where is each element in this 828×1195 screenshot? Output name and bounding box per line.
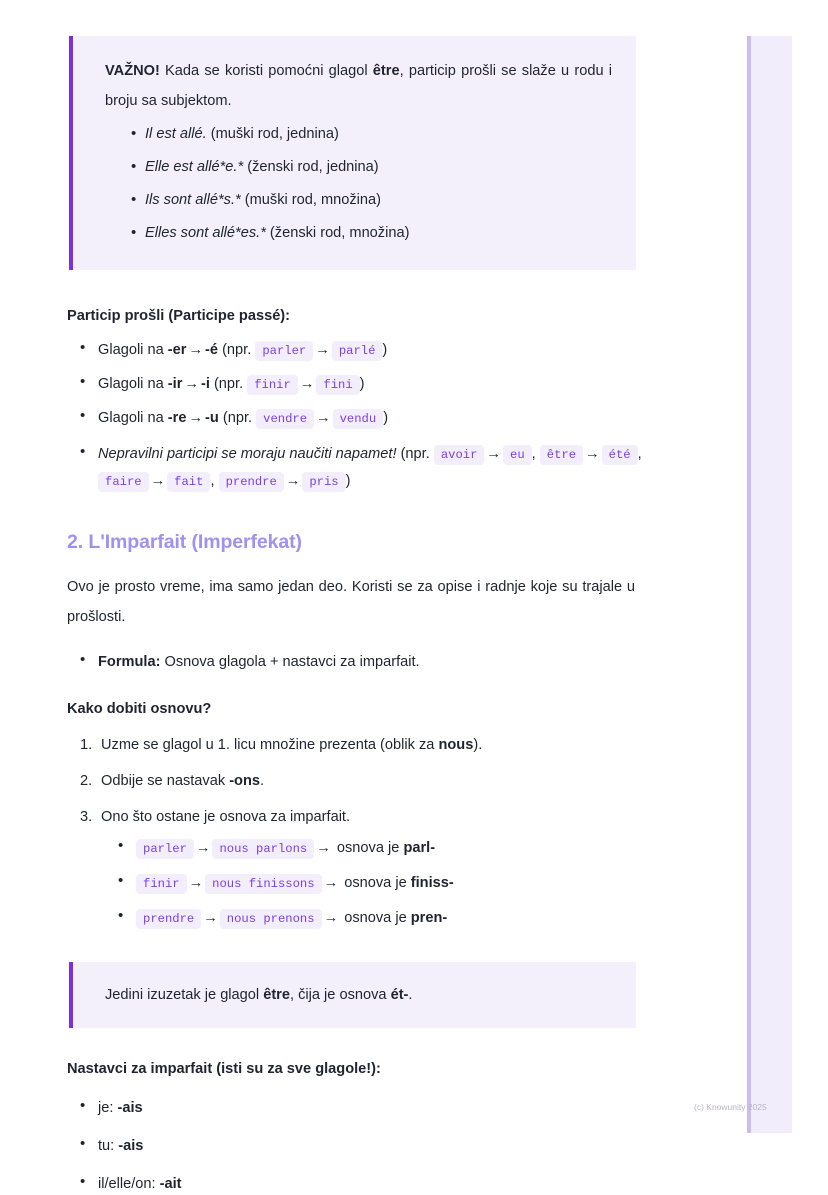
ending-person: il/elle/on: [98, 1176, 160, 1192]
formula-label: Formula: [98, 654, 161, 670]
step-text-before: Uzme se glagol u 1. licu množine prezenta (oblik za [101, 737, 439, 753]
arrow-icon: → [285, 473, 301, 489]
example-italic: Il est allé. [145, 126, 207, 142]
exception-text-after: . [408, 987, 413, 1003]
rule-close: ) [359, 376, 365, 392]
irregular-npr: (npr. [396, 446, 434, 462]
stem-label: osnova je [332, 840, 404, 856]
list-item [80, 806, 700, 930]
rule-close: ) [383, 410, 389, 426]
example-rest: (ženski rod, množina) [265, 225, 410, 241]
stem-steps-list [67, 734, 700, 930]
code-chip: parlé [332, 341, 383, 361]
callout-important-label: VAŽNO! [105, 63, 160, 79]
rule-npr: (npr. [218, 410, 257, 426]
irregular-italic: Nepravilni participi se moraju naučiti napamet! [98, 446, 397, 462]
arrow-icon: → [195, 840, 211, 856]
code-chip-nous-form: nous finissons [205, 874, 321, 894]
list-item [80, 339, 700, 362]
callout-exception [69, 962, 636, 1028]
step-text-before: Odbije se nastavak [101, 773, 230, 789]
list-item [80, 770, 700, 792]
exception-bold-stem: ét- [390, 987, 409, 1003]
callout-important-text [105, 56, 612, 116]
arrow-icon: → [188, 875, 204, 891]
code-chip: parler [255, 341, 313, 361]
code-chip: finir [247, 375, 298, 395]
code-chip: être [540, 445, 583, 465]
code-chip-nous-form: nous parlons [212, 839, 314, 859]
rule-to-suffix: -i [200, 376, 210, 392]
rule-prefix: Glagoli na [98, 342, 168, 358]
footer-copyright: (c) Knowunity 2025 [694, 1102, 767, 1112]
arrow-icon: → [585, 446, 600, 462]
arrow-icon: → [203, 910, 218, 926]
list-item [80, 1173, 700, 1195]
list-item [80, 1135, 700, 1157]
list-item [80, 651, 700, 673]
arrow-icon: → [184, 376, 199, 392]
rule-prefix: Glagoli na [98, 410, 168, 426]
irregular-comma: , [637, 446, 642, 462]
section-title-imparfait: 2. L'Imparfait (Imperfekat) [67, 531, 302, 553]
list-item [80, 734, 700, 756]
callout-important-etre: être [372, 63, 400, 79]
example-rest: (muški rod, množina) [240, 192, 382, 208]
step-bold: nous [438, 737, 474, 753]
arrow-icon: → [299, 376, 315, 392]
callout-important-examples [105, 118, 612, 250]
ending-person: je: [98, 1100, 118, 1116]
participle-heading: Particip prošli (Participe passé): [67, 308, 291, 324]
code-chip: vendre [256, 409, 314, 429]
list-item [80, 373, 700, 396]
code-chip: fait [167, 472, 210, 492]
list-item-irregular [80, 441, 651, 495]
code-chip: avoir [434, 445, 485, 465]
stem-examples-list [101, 837, 700, 930]
step-text-before: Ono što ostane je osnova za imparfait. [101, 809, 351, 825]
rule-npr: (npr. [209, 376, 248, 392]
exception-text-mid: , čija je osnova [289, 987, 391, 1003]
callout-exception-text [105, 984, 612, 1006]
arrow-icon: → [150, 473, 166, 489]
code-chip-nous-form: nous prenons [220, 909, 322, 929]
code-chip: été [602, 445, 638, 465]
callout-important-lead-2: , particip prošli se slaže u rodu i broju sa subjektom. [105, 63, 613, 109]
arrow-icon: → [188, 342, 204, 358]
ending-suffix: -ais [117, 1100, 143, 1116]
code-chip: eu [503, 445, 532, 465]
code-chip: vendu [333, 409, 384, 429]
right-page-strip [747, 36, 792, 1133]
callout-important [69, 36, 636, 270]
irregular-comma: , [531, 446, 536, 462]
arrow-icon: → [316, 840, 331, 856]
formula-text: Osnova glagola + nastavci za imparfait. [160, 654, 420, 670]
example-italic: Elle est allé*e.* [145, 159, 244, 175]
stem-value: finiss- [410, 875, 454, 891]
list-item [131, 151, 612, 184]
callout-important-lead-1: Kada se koristi pomoćni glagol [159, 63, 373, 79]
ending-person: tu: [98, 1138, 119, 1154]
code-chip: fini [316, 375, 359, 395]
exception-text-before: Jedini izuzetak je glagol [105, 987, 264, 1003]
code-chip-infinitive: finir [136, 874, 187, 894]
list-item [131, 184, 612, 217]
stem-value: pren- [410, 910, 448, 926]
formula-list [67, 651, 700, 673]
example-rest: (muški rod, jednina) [206, 126, 339, 142]
arrow-icon: → [316, 410, 331, 426]
irregular-comma: , [210, 473, 215, 489]
example-italic: Ils sont allé*s.* [145, 192, 241, 208]
stem-value: parl- [403, 840, 436, 856]
rule-to-suffix: -é [205, 342, 219, 358]
step-bold: -ons [229, 773, 260, 789]
step-text-after: . [260, 773, 265, 789]
endings-list [67, 1097, 700, 1195]
list-item [80, 407, 700, 430]
rule-from-suffix: -ir [167, 376, 183, 392]
list-item [131, 118, 612, 151]
stem-label: osnova je [340, 875, 411, 891]
rule-from-suffix: -re [167, 410, 187, 426]
rule-prefix: Glagoli na [98, 376, 168, 392]
code-chip: prendre [219, 472, 284, 492]
list-item [118, 837, 700, 860]
exception-bold-etre: être [263, 987, 290, 1003]
code-chip-infinitive: parler [136, 839, 194, 859]
list-item [80, 1097, 700, 1119]
arrow-icon: → [323, 910, 339, 926]
code-chip-infinitive: prendre [136, 909, 201, 929]
code-chip: faire [98, 472, 149, 492]
endings-heading: Nastavci za imparfait (isti su za sve glagole!): [67, 1061, 381, 1077]
arrow-icon: → [315, 342, 330, 358]
rule-close: ) [382, 342, 388, 358]
stem-label: osnova je [340, 910, 411, 926]
step-text-after: ). [473, 737, 483, 753]
rule-to-suffix: -u [205, 410, 219, 426]
ending-suffix: -ais [118, 1138, 144, 1154]
arrow-icon: → [486, 446, 501, 462]
irregular-close: ) [345, 473, 351, 489]
arrow-icon: → [188, 410, 204, 426]
ending-suffix: -ait [159, 1176, 182, 1192]
arrow-icon: → [323, 875, 339, 891]
section2-paragraph: Ovo je prosto vreme, ima samo jedan deo. Koristi se za opise i radnje koje su trajale u prošlosti. [67, 579, 635, 625]
rule-npr: (npr. [218, 342, 256, 358]
code-chip: pris [302, 472, 345, 492]
list-item [118, 872, 700, 895]
how-to-get-stem-heading: Kako dobiti osnovu? [67, 701, 212, 717]
participle-rules-list [67, 339, 700, 495]
list-item [131, 217, 612, 250]
example-rest: (ženski rod, jednina) [243, 159, 379, 175]
example-italic: Elles sont allé*es.* [145, 225, 266, 241]
list-item [118, 907, 700, 930]
rule-from-suffix: -er [167, 342, 187, 358]
